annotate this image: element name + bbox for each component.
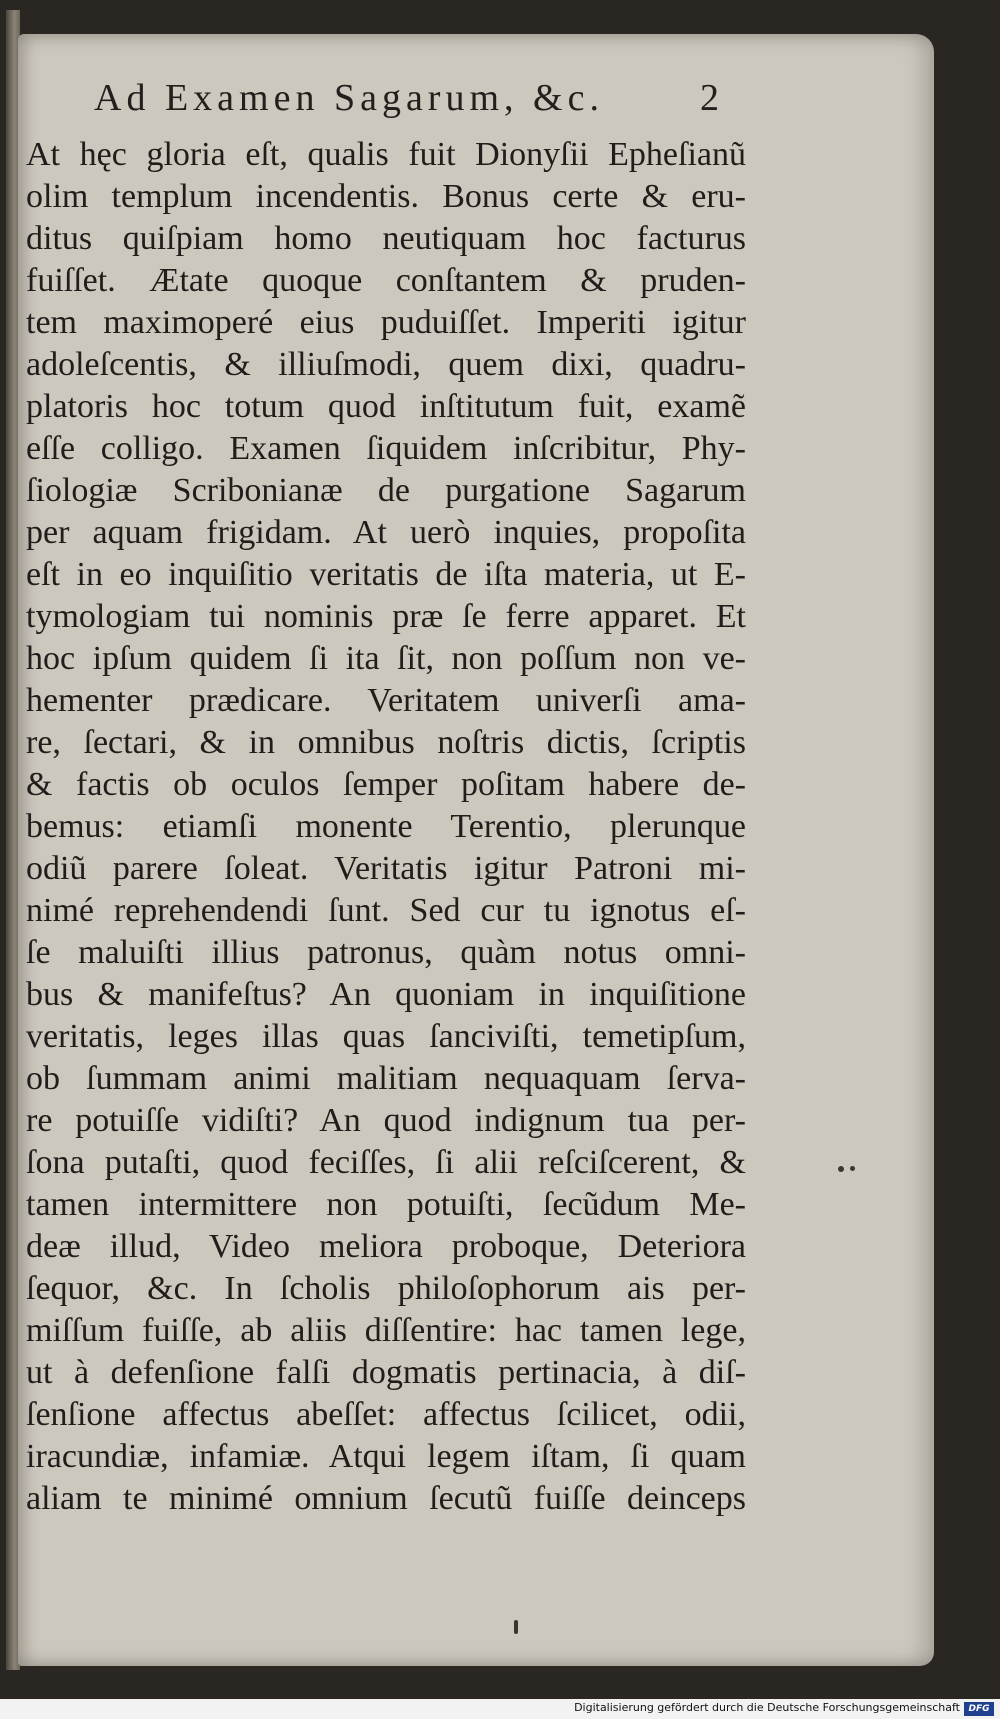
ink-speck [850, 1166, 855, 1171]
text-line: miſſum fuiſſe, ab aliis diſſentire: hac tamen lege, [26, 1312, 746, 1349]
body-text [26, 134, 746, 1520]
text-line: ſenſione affectus abeſſet: affectus ſcilicet, odii, [26, 1396, 746, 1433]
text-line: bemus: etiamſi monente Terentio, plerunque [26, 808, 746, 845]
text-line: & factis ob oculos ſemper poſitam habere de- [26, 766, 746, 803]
text-line: tymologiam tui nominis præ ſe ferre apparet. Et [26, 598, 746, 635]
text-line: adoleſcentis, & illiuſmodi, quem dixi, quadru- [26, 346, 746, 383]
text-line: ditus quiſpiam homo neutiquam hoc facturus [26, 220, 746, 257]
text-line: ſe maluiſti illius patronus, quàm notus omni- [26, 934, 746, 971]
text-line: bus & manifeſtus? An quoniam in inquiſitione [26, 976, 746, 1013]
text-line: odiũ parere ſoleat. Veritatis igitur Patroni mi- [26, 850, 746, 887]
page-number: 2 [700, 77, 719, 119]
text-line: eſt in eo inquiſitio veritatis de iſta materia, ut E- [26, 556, 746, 593]
ink-speck [514, 1620, 518, 1634]
text-line: hoc ipſum quidem ſi ita ſit, non poſſum non ve- [26, 640, 746, 677]
text-line: re, ſectari, & in omnibus noſtris dictis, ſcriptis [26, 724, 746, 761]
digitization-credit: Digitalisierung gefördert durch die Deutsche Forschungsgemeinschaft [574, 1701, 960, 1714]
text-line: ſiologiæ Scribonianæ de purgatione Sagarum [26, 472, 746, 509]
text-line: At hęc gloria eſt, qualis fuit Dionyſii Epheſianũ [26, 136, 746, 173]
text-line: veritatis, leges illas quas ſanciviſti, temetipſum, [26, 1018, 746, 1055]
text-line: eſſe colligo. Examen ſiquidem inſcribitur, Phy- [26, 430, 746, 467]
dfg-logo-icon: DFG [964, 1702, 994, 1716]
text-line: nimé reprehendendi ſunt. Sed cur tu ignotus eſ- [26, 892, 746, 929]
ink-speck [838, 1166, 844, 1172]
text-line: fuiſſet. Ætate quoque conſtantem & pruden- [26, 262, 746, 299]
text-line: ſona putaſti, quod feciſſes, ſi alii reſciſcerent, & [26, 1144, 746, 1181]
text-line: deæ illud, Video meliora proboque, Deteriora [26, 1228, 746, 1265]
text-line: ſequor, &c. In ſcholis philoſophorum ais per- [26, 1270, 746, 1307]
text-line: tamen intermittere non potuiſti, ſecũdum Me- [26, 1186, 746, 1223]
text-line: olim templum incendentis. Bonus certe & eru- [26, 178, 746, 215]
text-line: tem maximoperé eius puduiſſet. Imperiti igitur [26, 304, 746, 341]
text-line: ob ſummam animi malitiam nequaquam ſerva- [26, 1060, 746, 1097]
text-line: ut à defenſione falſi dogmatis pertinacia, à diſ- [26, 1354, 746, 1391]
text-line: hementer prædicare. Veritatem univerſi ama- [26, 682, 746, 719]
running-title: Ad Examen Sagarum, &c. [94, 77, 604, 119]
text-line: iracundiæ, infamiæ. Atqui legem iſtam, ſi quam [26, 1438, 746, 1475]
text-line: per aquam frigidam. At uerò inquies, propoſita [26, 514, 746, 551]
text-line: platoris hoc totum quod inſtitutum fuit, examẽ [26, 388, 746, 425]
text-line: re potuiſſe vidiſti? An quod indignum tua per- [26, 1102, 746, 1139]
text-line: aliam te minimé omnium ſecutũ fuiſſe deinceps [26, 1480, 746, 1517]
